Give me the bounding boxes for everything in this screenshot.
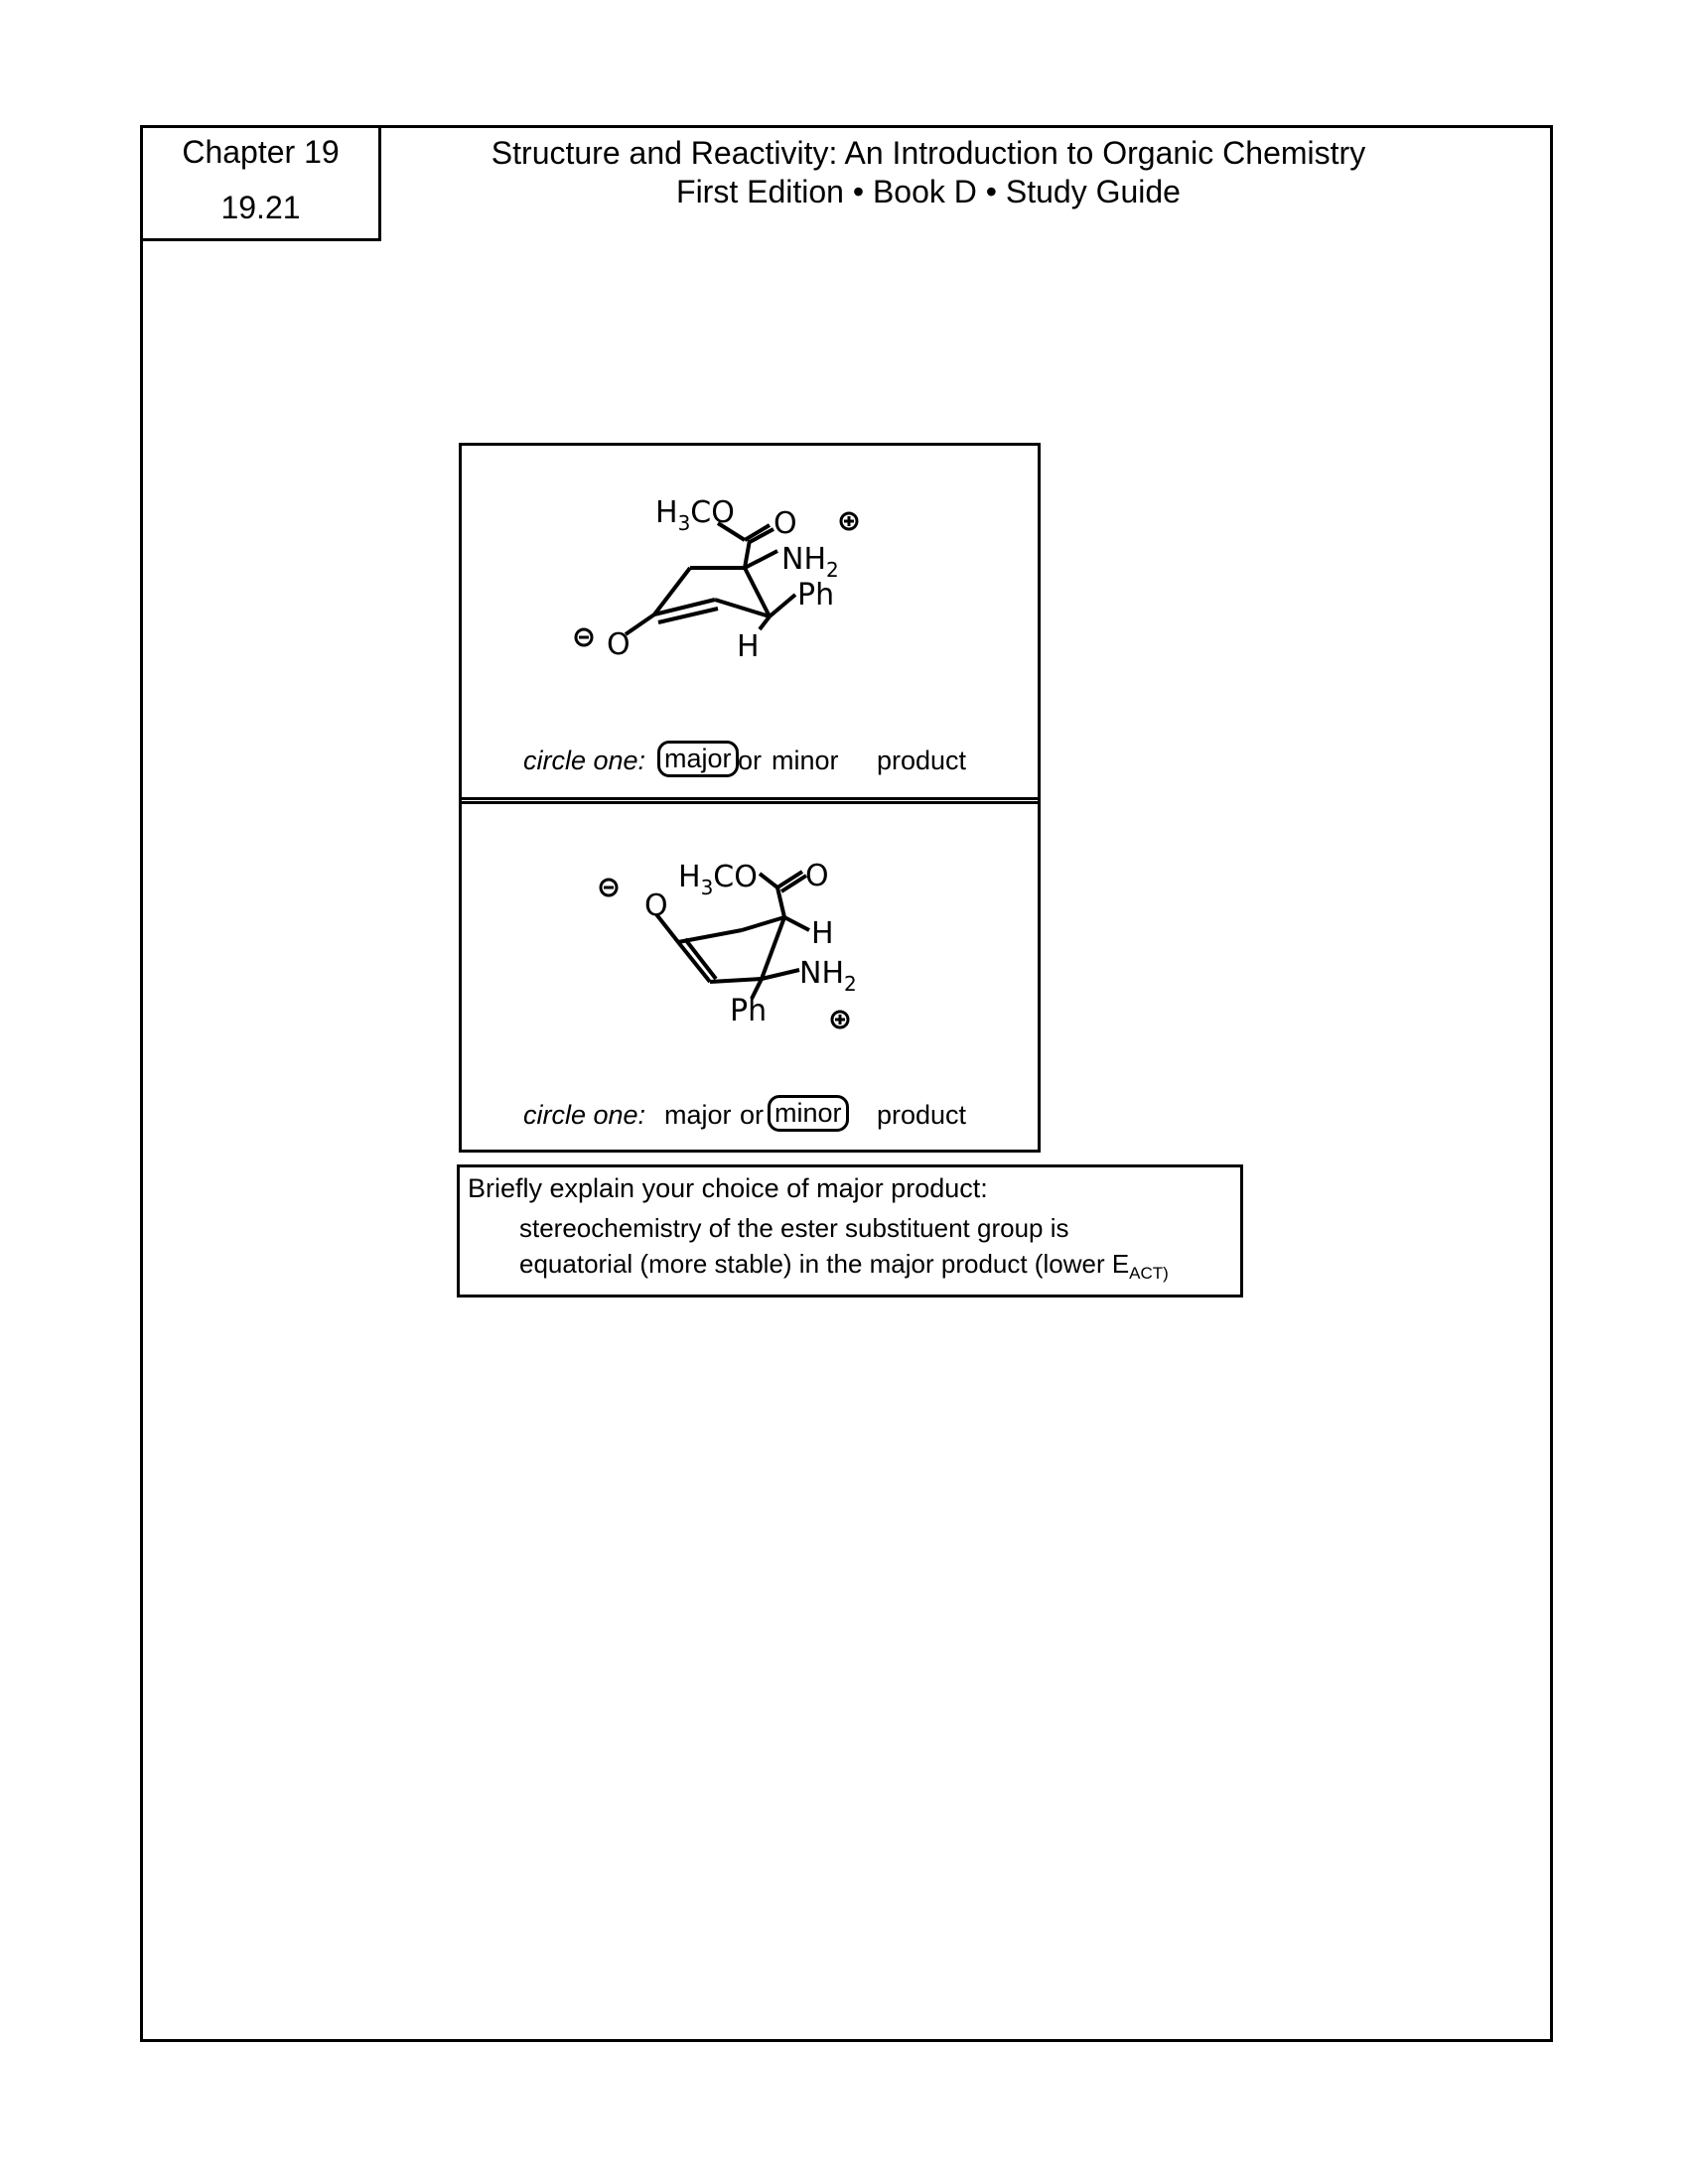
option-major[interactable]: major xyxy=(664,1100,732,1130)
or-text: or xyxy=(738,746,763,775)
chapter-label: Chapter 19 xyxy=(182,134,340,170)
major-product-panel xyxy=(459,443,1041,804)
explanation-question: Briefly explain your choice of major product: xyxy=(468,1173,988,1203)
option-minor[interactable]: minor xyxy=(772,746,839,775)
product-text: product xyxy=(877,1100,967,1130)
chapter-box xyxy=(140,125,381,241)
carbonyl-o-label: O xyxy=(774,506,797,541)
option-minor-circled[interactable]: minor xyxy=(768,1095,849,1132)
product-text: product xyxy=(877,746,967,775)
circle-one-label: circle one: xyxy=(523,1100,646,1130)
carbonyl-o-label: O xyxy=(805,859,829,893)
minor-product-panel xyxy=(459,797,1041,1153)
ester-label: $H_3CO$ xyxy=(678,860,758,899)
amine-label: $NH_2$ xyxy=(781,542,839,582)
explanation-answer-line2 xyxy=(519,1249,1169,1284)
negative-charge-icon xyxy=(576,629,592,645)
positive-charge-icon xyxy=(841,513,857,529)
enolate-o-label: O xyxy=(644,888,668,923)
or-text: or xyxy=(740,1100,765,1130)
ester-label: $H_3CO$ xyxy=(655,495,735,535)
amine-label: $NH_2$ xyxy=(799,956,857,996)
answer-line2-text: equatorial (more stable) in the major product (lower E xyxy=(519,1249,1130,1279)
phenyl-label: Ph xyxy=(730,994,768,1028)
book-title: Structure and Reactivity: An Introduction to Organic Chemistry xyxy=(491,135,1366,171)
activation-energy-subscript: ACT) xyxy=(1129,1264,1169,1284)
explanation-box xyxy=(457,1164,1243,1297)
option-major-circled[interactable]: major xyxy=(657,741,739,777)
hydrogen-label: H xyxy=(737,629,760,664)
enolate-o-label: O xyxy=(607,627,631,662)
explanation-answer-line1: stereochemistry of the ester substituent group is xyxy=(519,1213,1069,1243)
negative-charge-icon xyxy=(601,880,617,895)
problem-number: 19.21 xyxy=(220,190,301,225)
hydrogen-label: H xyxy=(811,916,834,951)
phenyl-label: Ph xyxy=(797,578,835,613)
positive-charge-icon xyxy=(832,1012,848,1027)
circle-one-label: circle one: xyxy=(523,746,646,775)
book-subtitle: First Edition • Book D • Study Guide xyxy=(676,174,1181,209)
